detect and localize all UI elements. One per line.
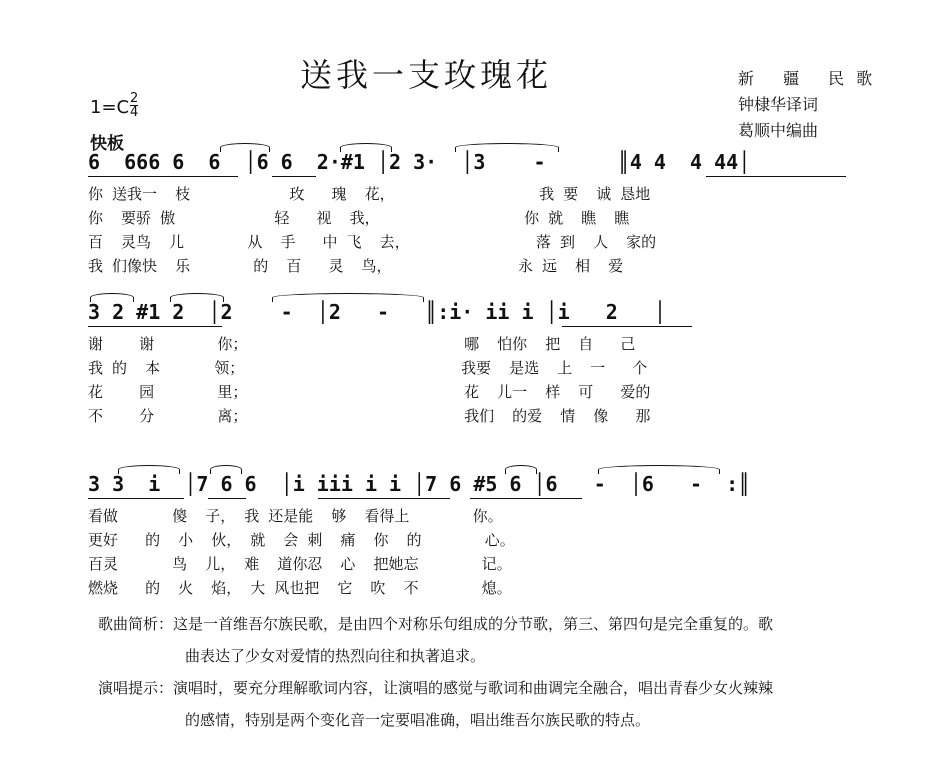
beam-underline bbox=[470, 498, 582, 499]
credit-arranger: 葛顺中编曲 bbox=[738, 121, 819, 140]
score-row-1-notes: 6 666 6 6 │6 6 2·#1 │2 3· │3 - ║4 4 4 44│ bbox=[88, 150, 751, 174]
tips-line-1 bbox=[98, 672, 868, 704]
beam-underline bbox=[318, 498, 450, 499]
lyrics-row-2-verse-1: 谢 谢 你； 哪 怕你 把 自 己 bbox=[88, 335, 636, 353]
tips-line-2: 的感情，特别是两个变化音一定要唱准确，唱出维吾尔族民歌的特点。 bbox=[185, 711, 651, 729]
credit-lyricist: 钟棣华译词 bbox=[738, 95, 819, 114]
slur bbox=[90, 293, 134, 302]
slur bbox=[170, 293, 224, 302]
beam-underline bbox=[208, 498, 246, 499]
lyrics-row-2-verse-3: 花 园 里； 花 儿一 样 可 爱的 bbox=[88, 383, 651, 401]
lyrics-row-2-verse-2: 我 的 本 领； 我要 是选 上 一 个 bbox=[88, 359, 648, 377]
analysis-text-1: 这是一首维吾尔族民歌，是由四个对称乐句组成的分节歌，第三、第四句是完全重复的。歌 bbox=[173, 615, 774, 633]
slur bbox=[220, 143, 270, 152]
time-signature bbox=[130, 92, 138, 119]
lyrics-row-1-verse-3: 百 灵鸟 儿 从 手 中 飞 去， 落 到 人 家的 bbox=[88, 233, 657, 251]
score-row-3-notes: 3 3 i │7 6 6 │i iii i i │7 6 #5 6 │6 - │6 - :║ bbox=[88, 472, 751, 496]
lyrics-row-3-verse-3: 百灵 鸟 儿， 难 道你忍 心 把她忘 记。 bbox=[88, 555, 512, 573]
analysis-line-1 bbox=[98, 608, 868, 640]
lyrics-row-3-verse-4: 燃烧 的 火 焰， 大 风也把 它 吹 不 熄。 bbox=[88, 579, 512, 597]
time-sig-bottom: 4 bbox=[130, 105, 139, 120]
slur bbox=[505, 465, 537, 474]
song-title: 送我一支玫瑰花 bbox=[300, 56, 553, 94]
beam-underline bbox=[88, 176, 238, 177]
analysis-line-2: 曲表达了少女对爱情的热烈向往和执著追求。 bbox=[185, 647, 486, 665]
beam-underline bbox=[562, 326, 692, 327]
song-notes bbox=[98, 608, 868, 736]
tips-label: 演唱提示： bbox=[98, 679, 174, 697]
slur bbox=[210, 465, 242, 474]
lyrics-row-1-verse-4: 我 们像快 乐 的 百 灵 鸟， 永 远 相 爱 bbox=[88, 257, 624, 275]
beam-underline bbox=[272, 176, 316, 177]
score-row-2-notes: 3 2 #1 2 │2 - │2 - ║:i· ii i │i 2 │ bbox=[88, 300, 666, 324]
beam-underline bbox=[706, 176, 846, 177]
tips-text-1: 演唱时，要充分理解歌词内容，让演唱的感觉与歌词和曲调完全融合，唱出青春少女火辣辣 bbox=[173, 679, 774, 697]
beam-underline bbox=[88, 326, 222, 327]
tie bbox=[455, 143, 559, 152]
tempo-marking: 快板 bbox=[90, 134, 124, 154]
beam-underline bbox=[88, 498, 184, 499]
lyrics-row-1-verse-1: 你 送我一 枝 玫 瑰 花， 我 要 诚 恳地 bbox=[88, 185, 651, 203]
slur bbox=[340, 143, 392, 152]
tie bbox=[272, 293, 424, 302]
lyrics-row-3-verse-2: 更好 的 小 伙， 就 会 刺 痛 你 的 心。 bbox=[88, 531, 515, 549]
credits bbox=[738, 66, 884, 144]
credit-origin: 新 疆 民歌 bbox=[738, 69, 885, 88]
lyrics-row-3-verse-1: 看做 傻 子， 我 还是能 够 看得上 你。 bbox=[88, 507, 503, 525]
tie bbox=[598, 465, 720, 474]
lyrics-row-1-verse-2: 你 要骄 傲 轻 视 我， 你 就 瞧 瞧 bbox=[88, 209, 630, 227]
analysis-label: 歌曲简析： bbox=[98, 615, 174, 633]
key-signature: 1=C bbox=[90, 97, 130, 118]
slur bbox=[118, 465, 180, 474]
time-sig-top: 2 bbox=[130, 91, 139, 106]
lyrics-row-2-verse-4: 不 分 离； 我们 的爱 情 像 那 bbox=[88, 407, 651, 425]
